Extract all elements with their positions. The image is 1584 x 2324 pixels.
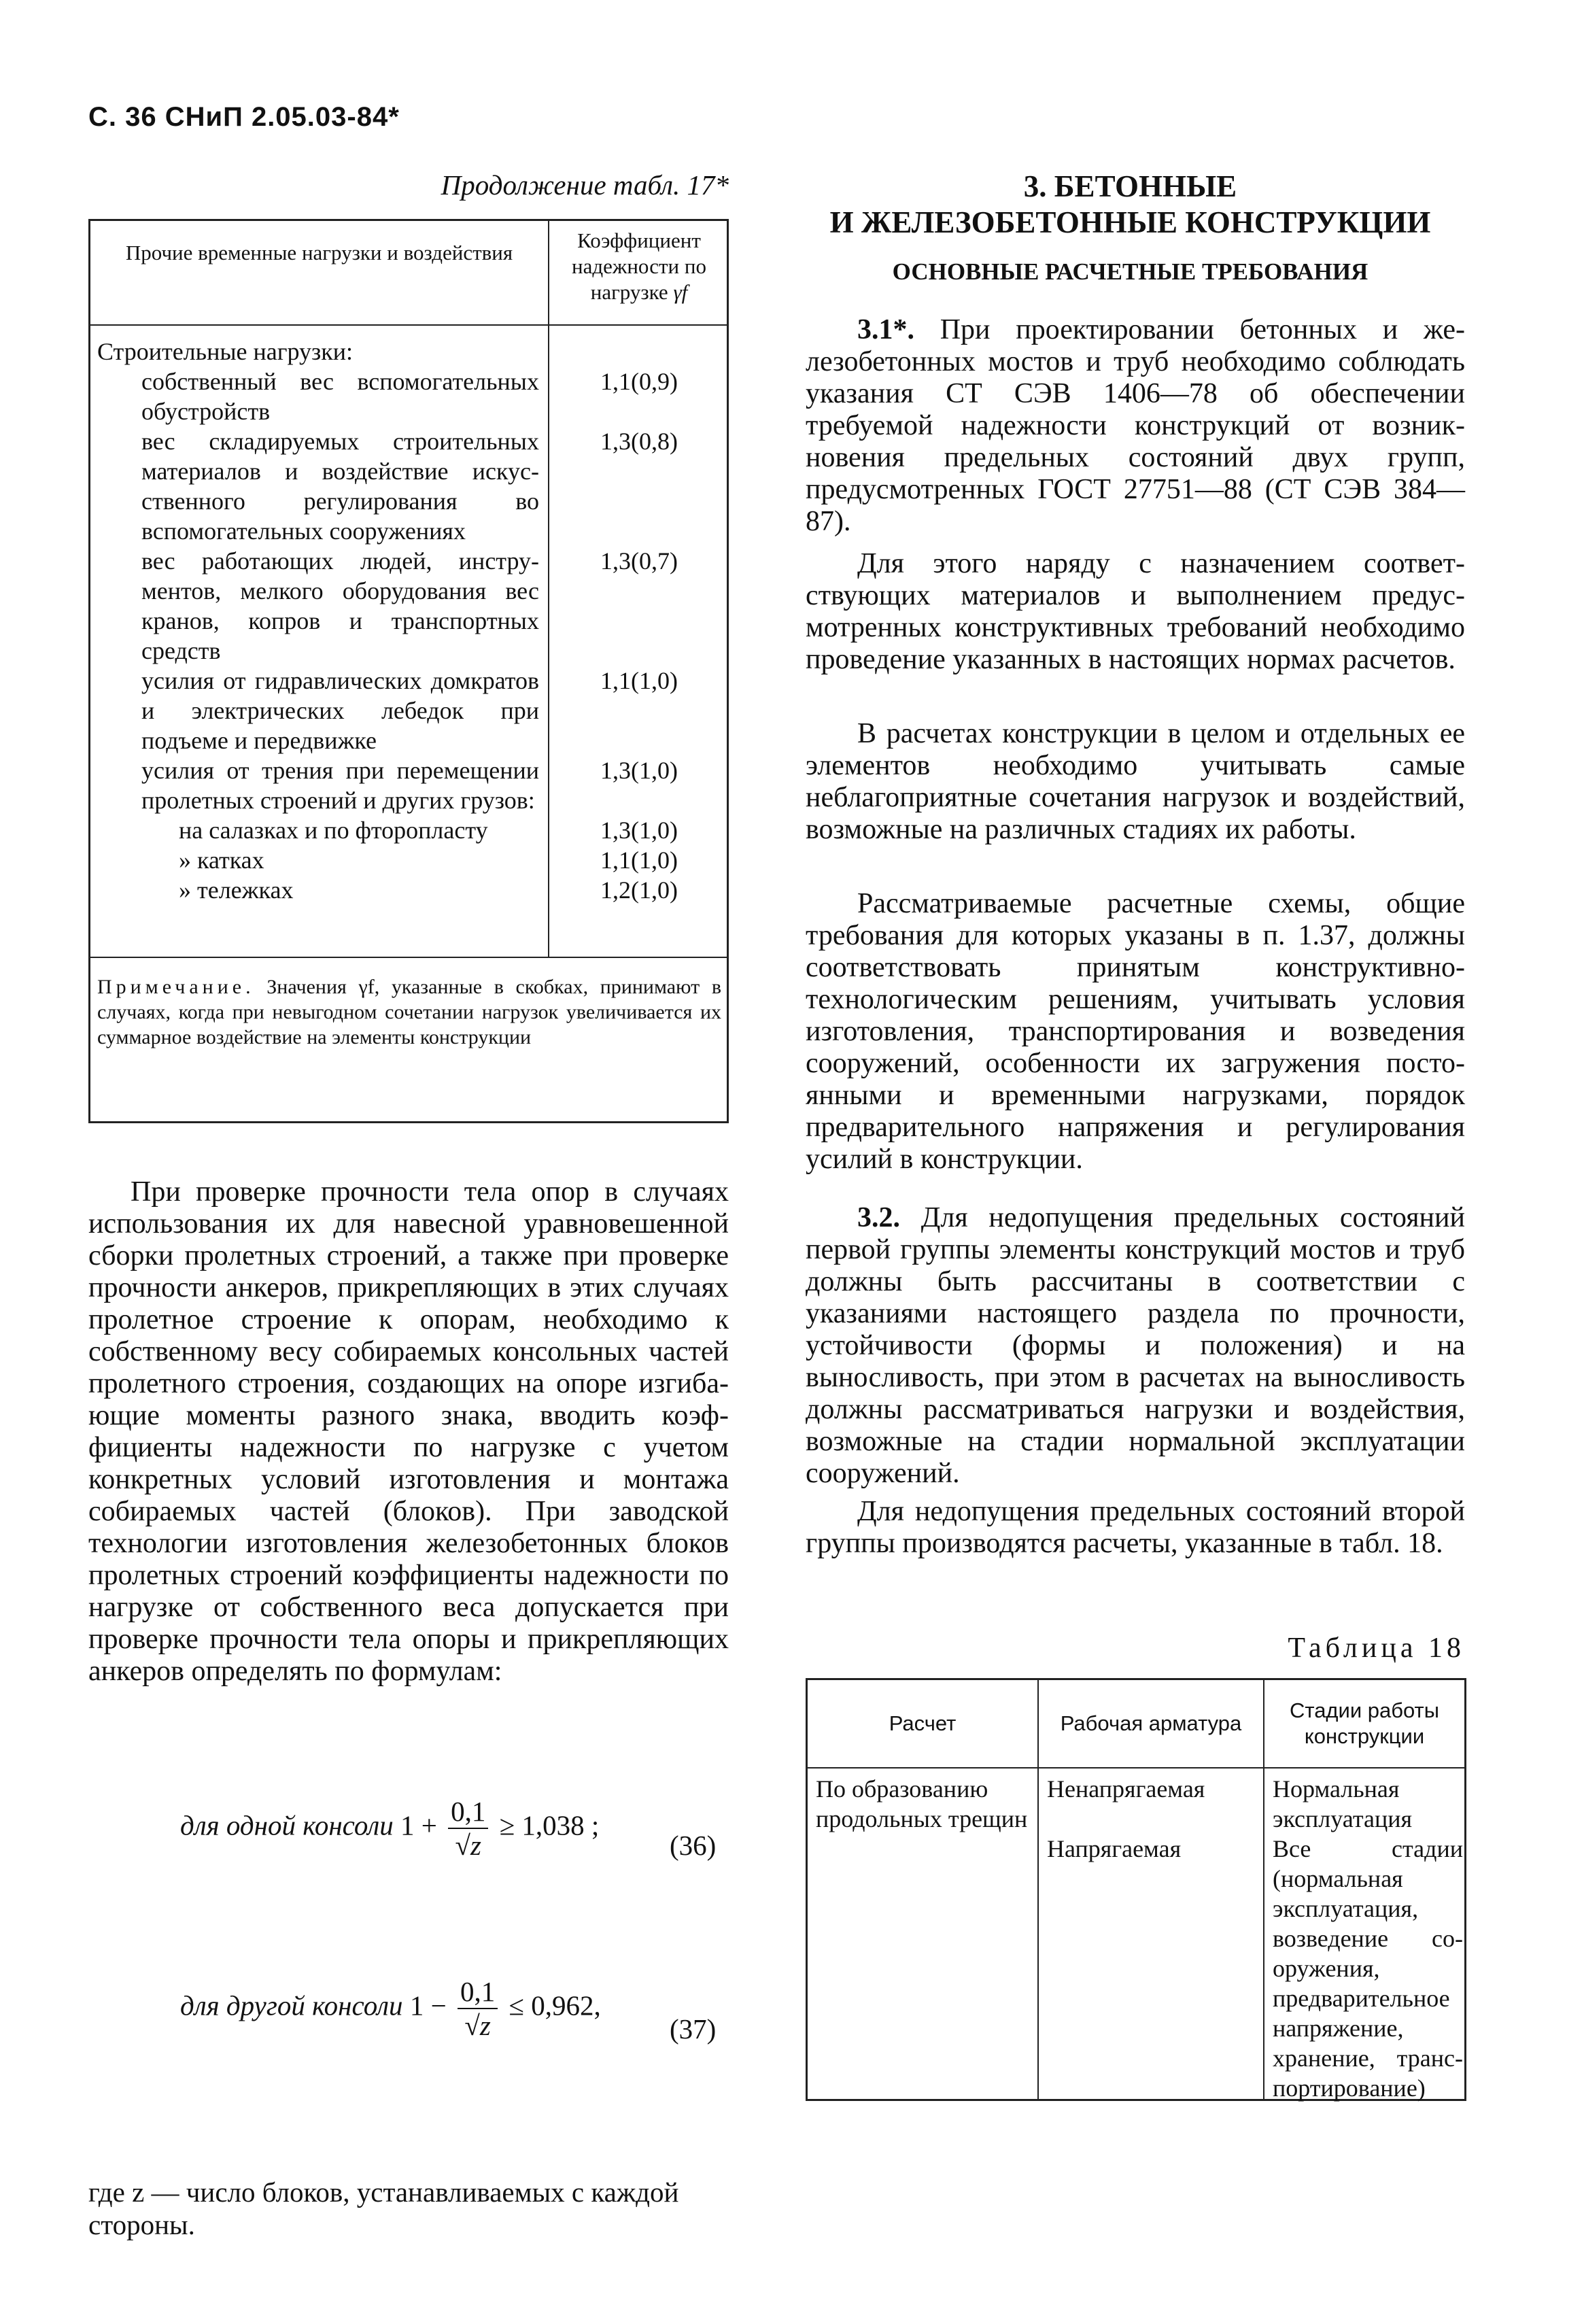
table17-header-col2 bbox=[550, 228, 728, 305]
section-title bbox=[789, 169, 1472, 241]
left-paragraph: При проверке прочности тела опор в случаях использования их для навесной уравновешенной сборки пролетных строений, а также при проверке прочности анкеров, прикрепляющих в этих случаях пролетное строение к опорам, необходимо к собственному весу собираемых консольных частей пролетного строения, создающих на опоре изгибающие моменты разного знака, вводить коэффициенты надежности по нагрузке с учетом конкретных условий изготовления и монтажа собираемых частей (блоков). При заводской технологии изготовления железобетонных блоков пролетных строений коэффициенты надежности по нагрузке от собственного веса допускается при проверке прочности тела опоры и прикрепляющих анкеров определять по формулам: bbox=[88, 1176, 729, 1687]
table17-row-value: 1,2(1,0) bbox=[600, 876, 678, 904]
formula-36-denominator: √z bbox=[455, 1830, 481, 1861]
paragraph-3: В расчетах конструкции в целом и отдельных ее элементов необходимо учитывать самые неблагоприятные сочетания нагрузок и воздействий, возможные на различных стадиях их работы. bbox=[806, 718, 1465, 845]
table17-row-value: 1,3(1,0) bbox=[600, 757, 678, 784]
table17-row-value: 1,1(1,0) bbox=[600, 667, 678, 694]
formula-36-pre: 1 + bbox=[400, 1809, 437, 1841]
table17-row-text: вес складируемых строительных материалов и воздействие искусственного регулирования во вспомогательных сооружениях bbox=[141, 428, 539, 545]
table17-row-value: 1,1(0,9) bbox=[600, 368, 678, 395]
table-row bbox=[90, 546, 778, 666]
note-text: Значения γf, указанные в скобках, принимают в случаях, когда при невыгодном сочетании нагрузок увеличивается их суммарное воздействие на элементы конструкции bbox=[97, 976, 722, 1048]
table18-header-divider bbox=[808, 1767, 1464, 1768]
formula-36-fraction bbox=[448, 1795, 488, 1862]
formula-37-pre: 1 − bbox=[409, 1989, 447, 2021]
section-title-line2: И ЖЕЛЕЗОБЕТОННЫЕ КОНСТРУКЦИИ bbox=[829, 205, 1431, 239]
formula-37-number: (37) bbox=[670, 2013, 717, 2045]
table17-row-value: 1,3(0,7) bbox=[600, 547, 678, 575]
formula-36-numerator: 0,1 bbox=[448, 1795, 488, 1829]
table17-row-value: 1,3(0,8) bbox=[600, 428, 678, 455]
paragraph-6: Для недопущения предельных состояний второй группы производятся расчеты, указанные в табл. 18. bbox=[806, 1496, 1465, 1559]
formula-36 bbox=[180, 1795, 599, 1862]
paragraph-3-2-text: Для недопущения предельных состояний первой группы элементы конструкций мостов и труб должны быть рассчитаны в соответствии с указаниями настоящего раздела по прочности, устойчивости (формы и положения) и на выносливость, при этом в расчетах на выносливость должны рассматриваться нагрузки и воздействия, возможные на стадии нормальной эксплуатации сооружений. bbox=[806, 1202, 1465, 1489]
table-row bbox=[90, 875, 815, 905]
where-clause: где z — число блоков, устанавливаемых с каждой стороны. bbox=[88, 2176, 679, 2240]
formula-37-numerator: 0,1 bbox=[458, 1975, 498, 2009]
table-row bbox=[90, 666, 778, 755]
table17-header-col1: Прочие временные нагрузки и воздействия bbox=[125, 241, 513, 264]
table-row bbox=[90, 815, 815, 845]
paragraph-3-1 bbox=[806, 314, 1465, 538]
note-label: Примечание. bbox=[97, 976, 255, 998]
clause-number-3-2: 3.2. bbox=[857, 1202, 900, 1233]
table18-cell-armatura-1: Ненапрягаемая bbox=[1047, 1775, 1205, 1802]
section-subtitle: ОСНОВНЫЕ РАСЧЕТНЫЕ ТРЕБОВАНИЯ bbox=[892, 258, 1368, 285]
clause-number-3-1: 3.1*. bbox=[857, 314, 914, 345]
table17-row-value: 1,1(1,0) bbox=[600, 847, 678, 874]
table-row bbox=[90, 755, 778, 815]
table17 bbox=[88, 219, 729, 1123]
table17-row-text: на салазках и по фторопласту bbox=[179, 817, 488, 844]
table17-row-text: усилия от трения при перемещении пролетных строений и других грузов: bbox=[141, 757, 539, 814]
table18-header-col1: Расчет bbox=[889, 1711, 957, 1735]
table18 bbox=[806, 1678, 1466, 2101]
table18-header-col2: Рабочая арматура bbox=[1060, 1711, 1242, 1735]
paragraph-3-2 bbox=[806, 1202, 1465, 1490]
table18-cell-stage-1: Нормальная эксплуатация bbox=[1273, 1775, 1413, 1832]
formula-37-post: ≤ 0,962, bbox=[509, 1989, 601, 2021]
formula-37-label: для другой консоли bbox=[180, 1989, 403, 2021]
paragraph-2: Для этого наряду с назначением соответствующих материалов и выполнением предусмотренных конструктивных требований необходимо проведение указанных в настоящих нормах расчетов. bbox=[806, 548, 1465, 675]
formula-37-fraction bbox=[458, 1975, 498, 2042]
table18-cell-raschet: По образованию продольных трещин bbox=[816, 1775, 1028, 1832]
table-row bbox=[90, 845, 815, 875]
page-header: С. 36 СНиП 2.05.03-84* bbox=[88, 102, 400, 132]
table18-header-col3: Стадии работы конструкции bbox=[1289, 1698, 1440, 1748]
table-row bbox=[90, 426, 778, 546]
table18-cell-stage-2: Все стадии (нормальная эксплуатация, возведение сооружения, предварительное напряжение, хранение, транспортирование) bbox=[1273, 1835, 1463, 2102]
table-row bbox=[90, 366, 778, 426]
table17-note-divider bbox=[90, 957, 727, 958]
table17-header-col2-text: Коэффициент надежности по нагрузке bbox=[572, 228, 706, 304]
table17-body bbox=[90, 337, 727, 905]
table17-row-text: » катках bbox=[179, 847, 264, 874]
table17-row-value: 1,3(1,0) bbox=[600, 817, 678, 844]
table18-caption: Таблица 18 bbox=[1288, 1633, 1465, 1664]
formula-37-denominator: √z bbox=[464, 2010, 491, 2041]
table17-row-text: собственный вес вспомогательных обустройств bbox=[141, 368, 539, 425]
paragraph-4: Рассматриваемые расчетные схемы, общие требования для которых указаны в п. 1.37, должны соответствовать принятым конструктивно-технологическим решениям, учитывать условия изготовления, транспортирования и возведения сооружений, особенности их загружения постоянными и временными нагрузками, порядок предварительного напряжения и регулирования усилий в конструкции. bbox=[806, 888, 1465, 1175]
table17-caption: Продолжение табл. 17* bbox=[441, 169, 729, 201]
formula-36-label: для одной консоли bbox=[180, 1809, 394, 1841]
table17-row-text: » тележках bbox=[179, 876, 294, 904]
table18-cell-armatura-2: Напрягаемая bbox=[1047, 1835, 1182, 1862]
section-title-line1: 3. БЕТОННЫЕ bbox=[1023, 169, 1237, 203]
table17-group-title-text: Строительные нагрузки: bbox=[97, 338, 354, 365]
table17-row-text: вес работающих людей, инструментов, мелкого оборудования вес кранов, копров и транспортных средств bbox=[141, 547, 539, 664]
formula-37 bbox=[180, 1975, 601, 2042]
gamma-symbol: γf bbox=[673, 280, 688, 304]
formula-36-number: (36) bbox=[670, 1830, 717, 1861]
table17-note bbox=[97, 974, 721, 1050]
table17-group-title bbox=[90, 337, 734, 366]
table17-row-text: усилия от гидравлических домкратов и электрических лебедок при подъеме и передвижке bbox=[141, 667, 539, 754]
paragraph-3-1-text: При проектировании бетонных и железобетонных мостов и труб необходимо соблюдать указания СТ СЭВ 1406—78 об обеспечении требуемой надежности конструкций от возникновения предельных состояний двух групп, предусмотренных ГОСТ 27751—88 (СТ СЭВ 384—87). bbox=[806, 314, 1465, 537]
formula-36-post: ≥ 1,038 ; bbox=[499, 1809, 600, 1841]
